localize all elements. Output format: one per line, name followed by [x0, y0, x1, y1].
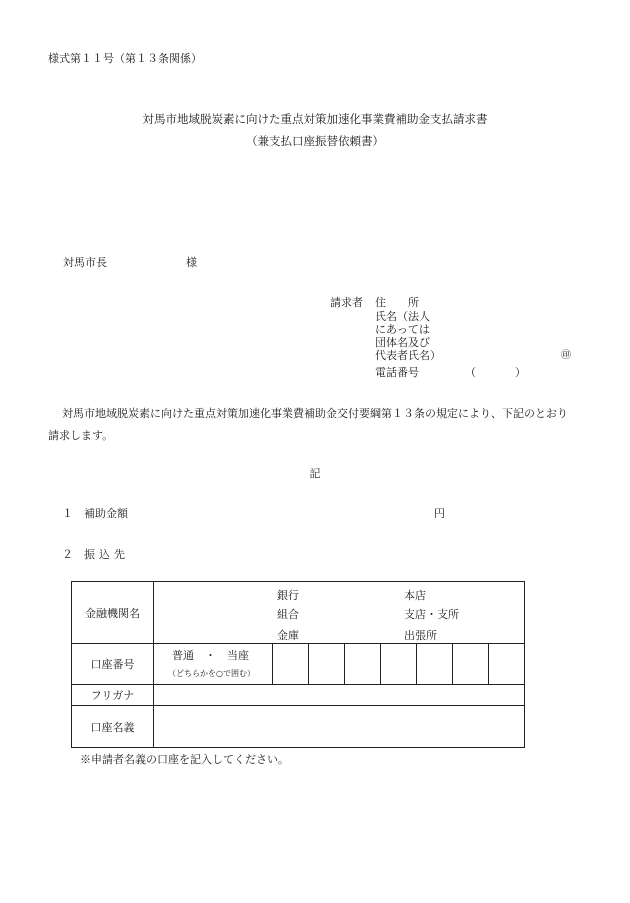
- account-type-field[interactable]: [154, 644, 273, 685]
- yen-unit: 円: [434, 507, 445, 520]
- shinkin-label: 金庫: [277, 629, 299, 642]
- name-label: 氏名（法人にあっては団体名及び代表者氏名）: [375, 310, 441, 362]
- account-number-label: 口座番号: [90, 658, 135, 671]
- request-body-text: 対馬市地域脱炭素に向けた重点対策加速化事業費補助金交付要綱第１３条の規定により、下記のとおり請求します。: [48, 407, 568, 442]
- union-label: 組合: [277, 608, 299, 621]
- head-office-label: 本店: [404, 589, 426, 602]
- phone-label: 電話番号: [375, 366, 419, 379]
- institution-label: 金融機関名: [85, 606, 140, 620]
- account-digit-cell[interactable]: [381, 644, 417, 685]
- addressee-name: 対馬市長: [63, 256, 107, 269]
- account-digit-cell[interactable]: [345, 644, 381, 685]
- furigana-field[interactable]: [154, 685, 525, 706]
- branch-label: 支店・支所: [404, 608, 459, 621]
- account-number-label-cell: [72, 644, 154, 685]
- ki-heading: 記: [309, 467, 321, 480]
- address-label: 住 所: [375, 296, 419, 309]
- document-title: 対馬市地域脱炭素に向けた重点対策加速化事業費補助金支払請求書: [142, 112, 488, 126]
- agency-label: 出張所: [404, 629, 437, 642]
- item2-number: ２: [62, 548, 73, 561]
- account-digit-cell[interactable]: [309, 644, 345, 685]
- account-name-label: 口座名義: [90, 720, 135, 734]
- account-type-note: （どちらかを○で囲む）: [168, 669, 255, 678]
- bank-account-table: [71, 581, 525, 748]
- institution-name-field[interactable]: [154, 582, 525, 644]
- account-digit-cell[interactable]: [273, 644, 309, 685]
- form-number: 様式第１１号（第１３条関係）: [48, 52, 202, 65]
- phone-paren-close: ）: [515, 366, 526, 379]
- subsidy-amount-label: 補助金額: [84, 507, 128, 520]
- bank-label: 銀行: [277, 589, 299, 602]
- account-digit-cell[interactable]: [489, 644, 525, 685]
- seal-mark: ㊞: [561, 350, 571, 361]
- footnote: ※申請者名義の口座を記入してください。: [80, 753, 289, 766]
- account-digit-cell[interactable]: [417, 644, 453, 685]
- phone-paren-open: （: [465, 366, 476, 379]
- document-subtitle: （兼支払口座振替依頼書）: [246, 134, 384, 148]
- transfer-destination-label: 振込先: [84, 548, 129, 561]
- account-digit-cell[interactable]: [453, 644, 489, 685]
- institution-label-cell: [72, 582, 154, 644]
- account-type-options: 普通 ・ 当座: [172, 649, 249, 662]
- furigana-label-cell: [72, 685, 154, 706]
- item1-number: １: [62, 507, 73, 520]
- account-name-label-cell: [72, 706, 154, 748]
- furigana-label: フリガナ: [90, 689, 135, 702]
- account-name-field[interactable]: [154, 706, 525, 748]
- claimant-label: 請求者: [330, 296, 363, 309]
- addressee-honorific: 様: [186, 256, 197, 269]
